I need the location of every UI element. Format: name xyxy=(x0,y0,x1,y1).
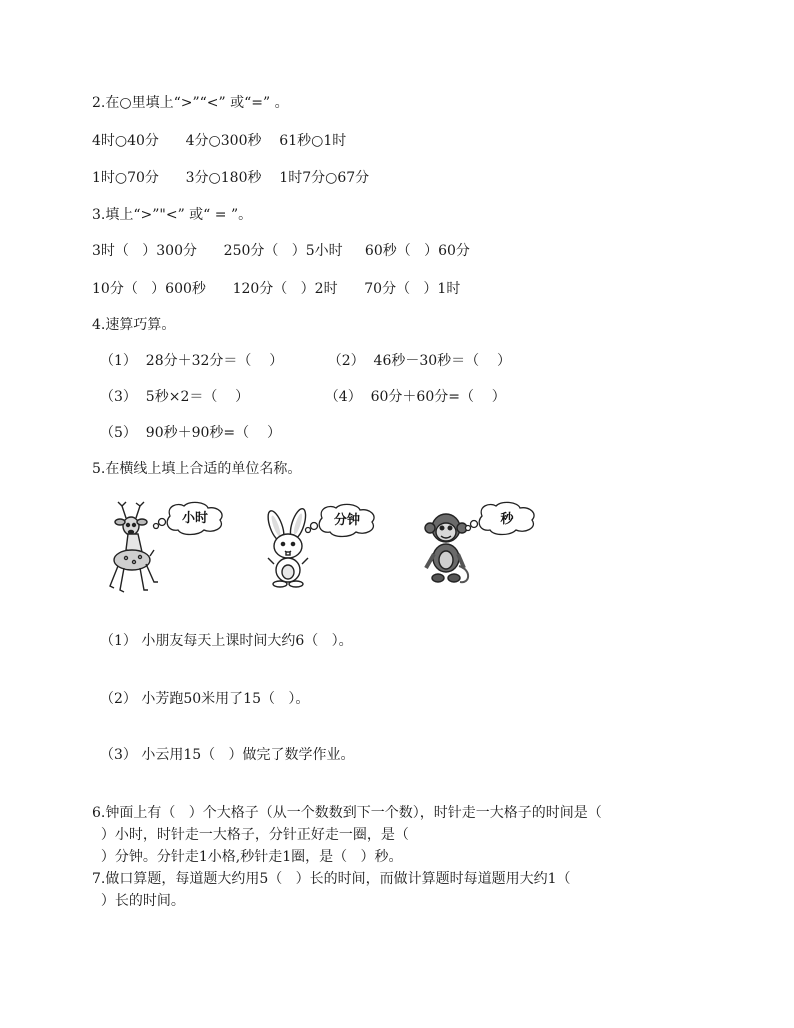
bubble-label-second: 秒 xyxy=(500,512,514,527)
bubble-label-minute: 分钟 xyxy=(333,513,361,528)
q3-row-2: 10分（ ）600秒 120分（ ）2时 70分（ ）1时 xyxy=(92,281,461,297)
q7-line-2: ）长的时间。 xyxy=(92,893,185,909)
q6-line-1: 6.钟面上有（ ）个大格子（从一个数数到下一个数），时针走一大格子的时间是（ xyxy=(92,805,602,821)
deer-illustration xyxy=(98,500,228,595)
q4-row-1: （1） 28分＋32分＝（ ） （2） 46秒－30秒＝（ ） xyxy=(100,353,511,369)
q6-line-3: ）分钟。分针走1小格,秒针走1圈，是（ ）秒。 xyxy=(92,849,403,865)
bubble-label-hour: 小时 xyxy=(181,511,209,526)
q5-item-2: （2） 小芳跑50米用了15（ ）。 xyxy=(100,691,310,707)
q5-item-1: （1） 小朋友每天上课时间大约6（ ）。 xyxy=(100,633,353,649)
q4-row-2: （3） 5秒×2＝（ ） （4） 60分＋60分=（ ） xyxy=(100,389,506,405)
q6-line-2: ）小时，时针走一大格子，分针正好走一圈，是（ xyxy=(92,827,409,843)
q5-title: 5.在横线上填上合适的单位名称。 xyxy=(92,461,302,477)
q2-row-2: 1时○70分 3分○180秒 1时7分○67分 xyxy=(92,170,370,186)
q3-title: 3.填上“>”"<” 或“ = ”。 xyxy=(92,207,253,223)
q4-title: 4.速算巧算。 xyxy=(92,317,176,333)
rabbit-illustration xyxy=(258,496,398,588)
q4-row-3: （5） 90秒＋90秒=（ ） xyxy=(100,425,281,441)
monkey-illustration xyxy=(416,498,546,588)
q2-title: 2.在○里填上“>”“<” 或“=” 。 xyxy=(92,95,289,111)
q7-line-1: 7.做口算题，每道题大约用5（ ）长的时间，而做计算题时每道题用大约1（ xyxy=(92,871,571,887)
q3-row-1: 3时（ ）300分 250分（ ）5小时 60秒（ ）60分 xyxy=(92,243,470,259)
q5-item-3: （3） 小云用15（ ）做完了数学作业。 xyxy=(100,747,355,763)
q2-row-1: 4时○40分 4分○300秒 61秒○1时 xyxy=(92,133,347,149)
